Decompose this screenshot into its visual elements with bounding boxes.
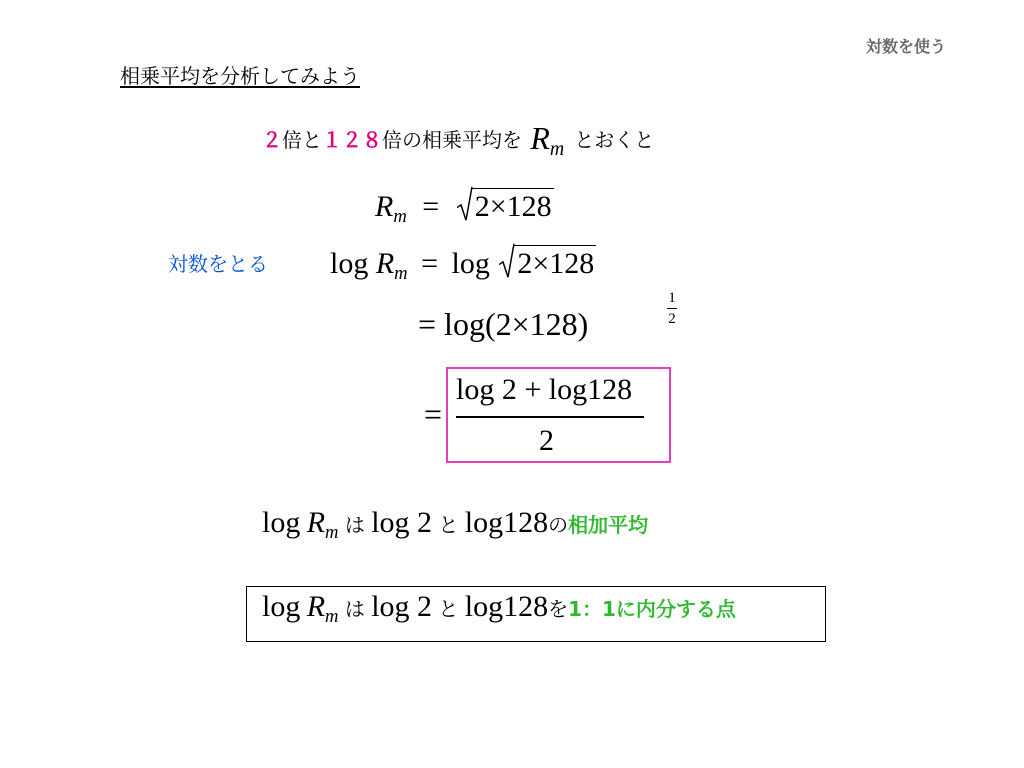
r2-term-2: log128	[464, 590, 549, 623]
intro-number-128: １２８	[322, 128, 382, 152]
eq3-expr: log(2×128)	[444, 306, 589, 342]
fraction-numerator: log 2 + log128	[456, 373, 633, 406]
r1-log: log	[262, 506, 301, 539]
eq1-lhs: Rm	[375, 190, 407, 227]
fraction-denominator: 2	[539, 424, 554, 457]
intro-variable: Rm	[530, 120, 565, 161]
eq3-equals: =	[418, 306, 437, 342]
eq2-equals: =	[421, 247, 439, 280]
r2-word-1: は	[344, 597, 365, 621]
r1-word-1: は	[344, 513, 365, 537]
eq3-exponent	[667, 290, 677, 327]
r1-word-3: の	[548, 513, 569, 537]
eq1-sqrt	[457, 188, 554, 224]
eq2-lhs: Rm	[375, 247, 408, 284]
r2-word-2: と	[438, 597, 459, 621]
r2-log: log	[262, 590, 301, 623]
page-title: 相乗平均を分析してみよう	[120, 64, 360, 88]
r2-word-3: を	[548, 597, 569, 621]
eq2-sqrt	[499, 245, 596, 281]
equation-power-form	[418, 290, 676, 343]
intro-number-2: ２	[262, 128, 282, 152]
r1-rm: Rm	[306, 506, 339, 543]
r1-highlight: 相加平均	[568, 513, 649, 537]
r1-term-2: log128	[464, 506, 549, 539]
r2-rm: Rm	[306, 590, 339, 627]
eq2-radicand: 2×128	[514, 245, 596, 281]
conclusion-arithmetic-mean	[262, 506, 649, 543]
r1-term-1: log 2	[371, 506, 433, 539]
eq1-equals: =	[422, 190, 440, 223]
fraction-bar	[456, 416, 644, 418]
eq2-log: log	[330, 247, 369, 280]
page-label: 対数を使う	[866, 37, 947, 56]
equation-rm-definition	[375, 188, 554, 227]
side-note: 対数をとる	[168, 252, 268, 276]
eq2-rhs-log: log	[451, 247, 490, 280]
equation-log-rm	[330, 245, 596, 284]
eq3-exp-den: 2	[668, 311, 676, 327]
eq4-equals: =	[424, 396, 443, 432]
intro-text-1: 倍と	[282, 128, 322, 152]
intro-text-3: とおくと	[574, 128, 655, 152]
r1-word-2: と	[438, 513, 459, 537]
eq3-exp-num: 1	[668, 290, 676, 306]
r2-highlight: 1：1に内分する点	[568, 597, 736, 621]
intro-statement	[262, 118, 655, 161]
conclusion-internal-division	[262, 590, 736, 627]
eq1-radicand: 2×128	[472, 188, 554, 224]
r2-term-1: log 2	[371, 590, 433, 623]
intro-text-2: 倍の相乗平均を	[382, 128, 522, 152]
